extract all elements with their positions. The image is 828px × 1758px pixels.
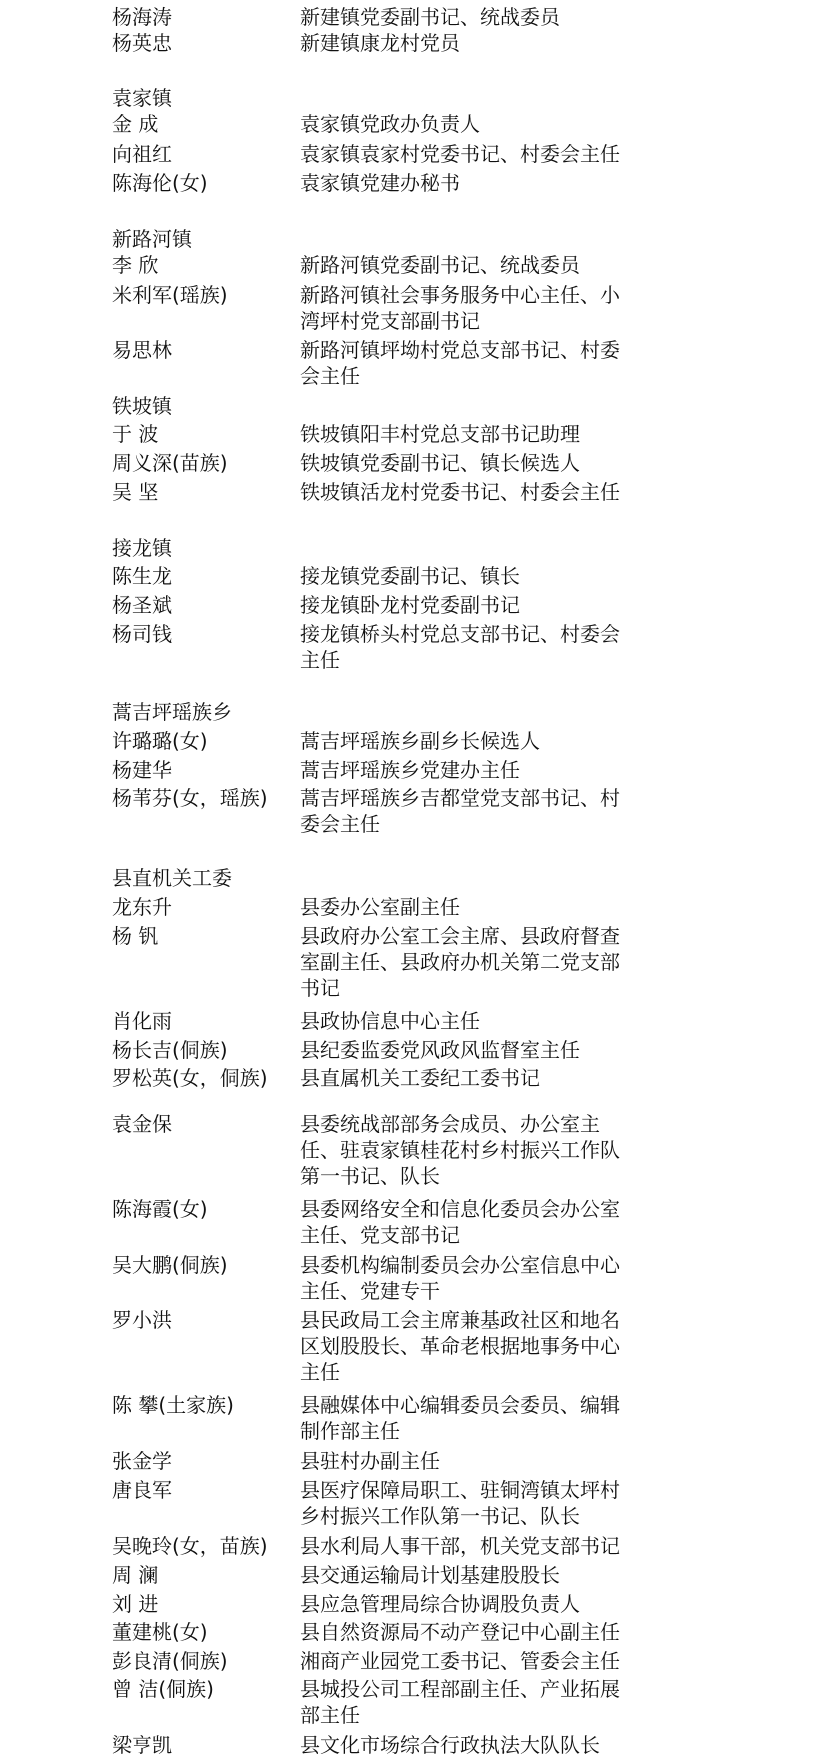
- section-header: 蒿吉坪瑶族乡: [112, 700, 232, 724]
- position-text-line: 袁家镇袁家村党委书记、村委会主任: [300, 142, 620, 166]
- position-text-line: 委会主任: [300, 812, 380, 836]
- person-name: 吴晚玲(女，苗族): [112, 1534, 268, 1558]
- section-header: 袁家镇: [112, 86, 172, 110]
- position-text-line: 制作部主任: [300, 1419, 400, 1443]
- position-text-line: 县委机构编制委员会办公室信息中心: [300, 1253, 620, 1277]
- position-text-line: 接龙镇卧龙村党委副书记: [300, 593, 520, 617]
- position-text-line: 县直属机关工委纪工委书记: [300, 1066, 540, 1090]
- person-name: 杨建华: [112, 758, 172, 782]
- position-text-line: 湾坪村党支部副书记: [300, 309, 480, 333]
- person-name: 曾 洁(侗族): [112, 1677, 214, 1701]
- position-text-line: 县驻村办副主任: [300, 1449, 440, 1473]
- person-name: 杨英忠: [112, 31, 172, 55]
- position-text-line: 蒿吉坪瑶族乡吉都堂党支部书记、村: [300, 786, 620, 810]
- position-text-line: 书记: [300, 976, 340, 1000]
- position-text-line: 县文化市场综合行政执法大队队长: [300, 1733, 600, 1757]
- position-text-line: 县水利局人事干部，机关党支部书记: [300, 1534, 620, 1558]
- position-text-line: 蒿吉坪瑶族乡副乡长候选人: [300, 729, 540, 753]
- person-name: 彭良清(侗族): [112, 1649, 228, 1673]
- position-text-line: 新路河镇党委副书记、统战委员: [300, 253, 580, 277]
- person-name: 董建桃(女): [112, 1620, 208, 1644]
- position-text-line: 县交通运输局计划基建股股长: [300, 1563, 560, 1587]
- person-name: 吴大鹏(侗族): [112, 1253, 228, 1277]
- position-text-line: 铁坡镇阳丰村党总支部书记助理: [300, 422, 580, 446]
- position-text-line: 第一书记、队长: [300, 1164, 440, 1188]
- position-text-line: 县委办公室副主任: [300, 895, 460, 919]
- position-text-line: 会主任: [300, 364, 360, 388]
- person-name: 刘 进: [112, 1592, 159, 1616]
- section-header: 接龙镇: [112, 536, 172, 560]
- position-text-line: 县医疗保障局职工、驻铜湾镇太坪村: [300, 1478, 620, 1502]
- position-text-line: 县纪委监委党风政风监督室主任: [300, 1038, 580, 1062]
- person-name: 杨海涛: [112, 5, 172, 29]
- person-name: 于 波: [112, 422, 159, 446]
- person-name: 袁金保: [112, 1112, 172, 1136]
- person-name: 杨 钒: [112, 924, 159, 948]
- position-text-line: 乡村振兴工作队第一书记、队长: [300, 1504, 580, 1528]
- person-name: 肖化雨: [112, 1009, 172, 1033]
- person-name: 陈海伦(女): [112, 171, 208, 195]
- position-text-line: 铁坡镇活龙村党委书记、村委会主任: [300, 480, 620, 504]
- person-name: 陈海霞(女): [112, 1197, 208, 1221]
- person-name: 周 澜: [112, 1563, 159, 1587]
- person-name: 易思林: [112, 338, 172, 362]
- position-text-line: 县委网络安全和信息化委员会办公室: [300, 1197, 620, 1221]
- person-name: 金 成: [112, 112, 159, 136]
- position-text-line: 县政府办公室工会主席、县政府督查: [300, 924, 620, 948]
- position-text-line: 县政协信息中心主任: [300, 1009, 480, 1033]
- section-header: 县直机关工委: [112, 866, 232, 890]
- position-text-line: 新路河镇坪坳村党总支部书记、村委: [300, 338, 620, 362]
- position-text-line: 县城投公司工程部副主任、产业拓展: [300, 1677, 620, 1701]
- position-text-line: 县自然资源局不动产登记中心副主任: [300, 1620, 620, 1644]
- person-name: 陈 攀(土家族): [112, 1393, 234, 1417]
- position-text-line: 县委统战部部务会成员、办公室主: [300, 1112, 600, 1136]
- position-text-line: 区划股股长、革命老根据地事务中心: [300, 1334, 620, 1358]
- position-text-line: 任、驻袁家镇桂花村乡村振兴工作队: [300, 1138, 620, 1162]
- person-name: 向祖红: [112, 142, 172, 166]
- position-text-line: 蒿吉坪瑶族乡党建办主任: [300, 758, 520, 782]
- position-text-line: 主任、党建专干: [300, 1279, 440, 1303]
- position-text-line: 接龙镇桥头村党总支部书记、村委会: [300, 622, 620, 646]
- person-name: 杨苇芬(女，瑶族): [112, 786, 268, 810]
- person-name: 罗小洪: [112, 1308, 172, 1332]
- person-name: 李 欣: [112, 253, 159, 277]
- position-text-line: 袁家镇党政办负责人: [300, 112, 480, 136]
- person-name: 吴 坚: [112, 480, 159, 504]
- person-name: 龙东升: [112, 895, 172, 919]
- position-text-line: 县应急管理局综合协调股负责人: [300, 1592, 580, 1616]
- position-text-line: 接龙镇党委副书记、镇长: [300, 564, 520, 588]
- person-name: 张金学: [112, 1449, 172, 1473]
- position-text-line: 部主任: [300, 1703, 360, 1727]
- person-name: 陈生龙: [112, 564, 172, 588]
- person-name: 杨司钱: [112, 622, 172, 646]
- section-header: 新路河镇: [112, 227, 192, 251]
- position-text-line: 主任、党支部书记: [300, 1223, 460, 1247]
- person-name: 杨圣斌: [112, 593, 172, 617]
- person-name: 梁亨凯: [112, 1733, 172, 1757]
- person-name: 米利军(瑶族): [112, 283, 228, 307]
- person-name: 杨长吉(侗族): [112, 1038, 228, 1062]
- position-text-line: 袁家镇党建办秘书: [300, 171, 460, 195]
- position-text-line: 湘商产业园党工委书记、管委会主任: [300, 1649, 620, 1673]
- position-text-line: 室副主任、县政府办机关第二党支部: [300, 950, 620, 974]
- person-name: 许璐璐(女): [112, 729, 208, 753]
- person-name: 周义深(苗族): [112, 451, 228, 475]
- position-text-line: 新建镇党委副书记、统战委员: [300, 5, 560, 29]
- position-text-line: 铁坡镇党委副书记、镇长候选人: [300, 451, 580, 475]
- position-text-line: 主任: [300, 648, 340, 672]
- person-name: 唐良军: [112, 1478, 172, 1502]
- position-text-line: 主任: [300, 1360, 340, 1384]
- position-text-line: 县民政局工会主席兼基政社区和地名: [300, 1308, 620, 1332]
- position-text-line: 新建镇康龙村党员: [300, 31, 460, 55]
- section-header: 铁坡镇: [112, 394, 172, 418]
- position-text-line: 新路河镇社会事务服务中心主任、小: [300, 283, 620, 307]
- person-name: 罗松英(女，侗族): [112, 1066, 268, 1090]
- position-text-line: 县融媒体中心编辑委员会委员、编辑: [300, 1393, 620, 1417]
